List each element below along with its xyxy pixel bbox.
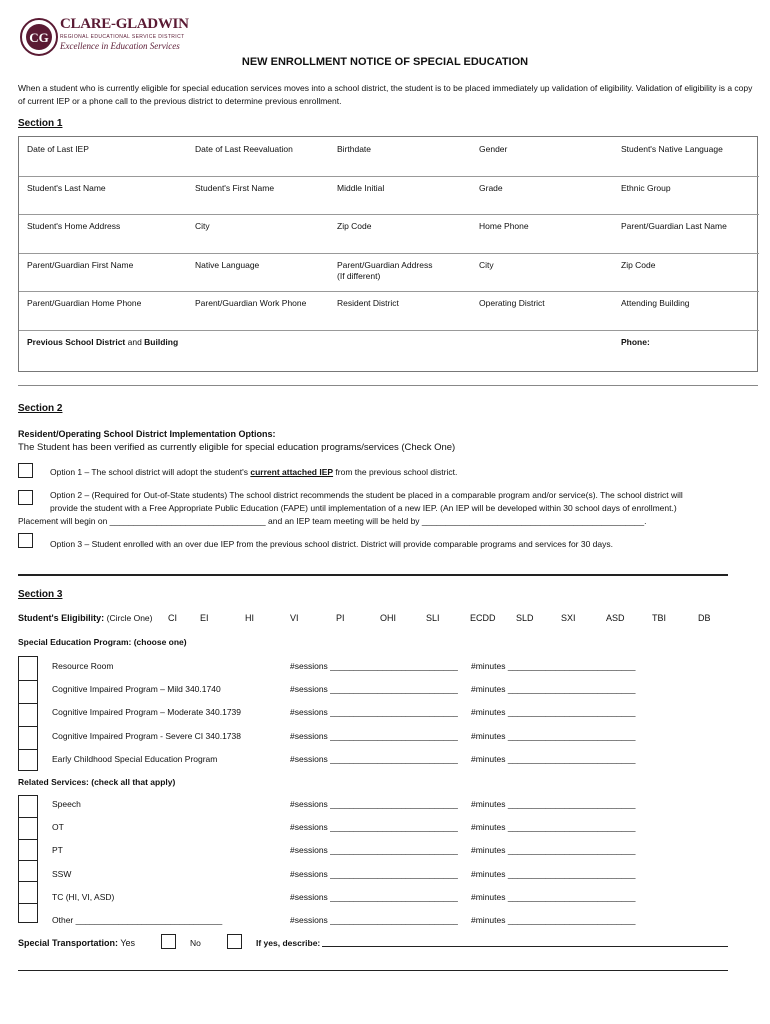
eligibility-option-sld[interactable]: SLD: [516, 613, 534, 623]
related-checkbox-column: [18, 795, 38, 923]
sessions-field[interactable]: #sessions ___________________________: [290, 822, 458, 833]
grid-row-divider: [19, 291, 759, 292]
service-checkbox[interactable]: [19, 680, 37, 703]
eligibility-option-ci[interactable]: CI: [168, 613, 177, 623]
section-divider: [18, 574, 728, 576]
sessions-field[interactable]: #sessions ___________________________: [290, 730, 458, 741]
eligibility-option-pi[interactable]: PI: [336, 613, 345, 623]
service-checkbox[interactable]: [19, 703, 37, 726]
field-phone[interactable]: Phone:: [621, 336, 650, 347]
option3-text: Option 3 – Student enrolled with an over due IEP from the previous school district. District will provide comparable programs and services for 30 days.: [50, 539, 614, 549]
service-label: Speech: [52, 799, 81, 809]
field-parent-guardian-address[interactable]: Parent/Guardian Address (If different): [337, 259, 433, 281]
field-student-s-first-name[interactable]: Student's First Name: [195, 182, 275, 193]
minutes-field[interactable]: #minutes ___________________________: [471, 915, 636, 925]
field-city[interactable]: City: [479, 259, 494, 270]
field-zip-code[interactable]: Zip Code: [337, 221, 372, 231]
service-checkbox[interactable]: [19, 817, 37, 838]
option2-checkbox[interactable]: [18, 490, 33, 505]
sessions-field[interactable]: #sessions ___________________________: [290, 845, 458, 856]
service-label: Cognitive Impaired Program – Moderate 340.1739: [52, 707, 241, 718]
sessions-field[interactable]: #sessions ___________________________: [290, 707, 458, 718]
service-label: OT: [52, 822, 64, 833]
field-home-phone[interactable]: Home Phone: [479, 221, 529, 231]
minutes-field[interactable]: #minutes ___________________________: [471, 753, 636, 764]
describe-line-2[interactable]: [18, 970, 728, 971]
field-native-language[interactable]: Native Language: [195, 259, 260, 270]
service-checkbox[interactable]: [19, 796, 37, 817]
grid-row-divider: [19, 176, 759, 177]
grid-row-divider: [19, 214, 759, 215]
form-title: NEW ENROLLMENT NOTICE OF SPECIAL EDUCATION: [241, 56, 529, 68]
eligibility-option-ecdd[interactable]: ECDD: [470, 613, 496, 623]
field-student-s-native-language[interactable]: Student's Native Language: [621, 144, 723, 154]
address-note: (If different): [337, 270, 381, 281]
cg-logo-icon: [20, 16, 58, 58]
minutes-field[interactable]: #minutes ___________________________: [471, 684, 636, 695]
grid-row-divider: [19, 330, 759, 331]
service-label: Other _______________________________: [52, 915, 223, 925]
section1-heading: Section 1: [18, 118, 63, 129]
option2-line1: Option 2 – (Required for Out-of-State students) The school district recommends the student be placed in a comparable program and/or service(s). The school district will: [50, 490, 683, 500]
describe-label: If yes, describe:: [256, 938, 321, 948]
sessions-field[interactable]: #sessions ___________________________: [290, 684, 458, 695]
service-label: SSW: [52, 868, 72, 879]
field-resident-district[interactable]: Resident District: [337, 298, 399, 308]
eligibility-option-ei[interactable]: EI: [200, 613, 209, 623]
eligibility-row: Student's Eligibility: (Circle One): [18, 613, 153, 623]
eligibility-option-vi[interactable]: VI: [290, 613, 299, 623]
field-date-of-last-iep[interactable]: Date of Last IEP: [27, 144, 89, 154]
field-parent-guardian-first-name[interactable]: Parent/Guardian First Name: [27, 259, 134, 270]
service-checkbox[interactable]: [19, 881, 37, 902]
logo-subtitle: REGIONAL EDUCATIONAL SERVICE DISTRICT: [60, 34, 185, 40]
sessions-field[interactable]: #sessions ___________________________: [290, 915, 458, 925]
eligibility-option-ohi[interactable]: OHI: [380, 613, 397, 623]
eligibility-option-sxi[interactable]: SXI: [561, 613, 576, 623]
service-label: PT: [52, 845, 63, 856]
minutes-field[interactable]: #minutes ___________________________: [471, 891, 636, 902]
sessions-field[interactable]: #sessions ___________________________: [290, 661, 458, 671]
field-student-s-home-address[interactable]: Student's Home Address: [27, 221, 121, 231]
service-checkbox[interactable]: [19, 657, 37, 680]
transport-row: Special Transportation: Yes: [18, 938, 136, 948]
intro-text: When a student who is currently eligible for special education services moves into a school district, the student is to be placed immediately up validation of eligibility. Validation of eligibility is a copy of current IEP or a phone call to the previous district to determine previous enrollment.: [18, 83, 753, 106]
verified-statement: The Student has been verified as currently eligible for special education programs/services (Check One): [18, 442, 456, 453]
program-checkbox-column: [18, 656, 38, 771]
eligibility-option-hi[interactable]: HI: [245, 613, 254, 623]
minutes-field[interactable]: #minutes ___________________________: [471, 845, 636, 856]
minutes-field[interactable]: #minutes ___________________________: [471, 822, 636, 833]
field-parent-guardian-work-phone[interactable]: Parent/Guardian Work Phone: [195, 298, 307, 308]
program-heading: Special Education Program: (choose one): [18, 637, 187, 647]
eligibility-option-db[interactable]: DB: [698, 613, 711, 623]
option3-checkbox[interactable]: [18, 533, 33, 548]
field-previous-school-district[interactable]: Previous School District and Building: [27, 336, 179, 347]
service-label: TC (HI, VI, ASD): [52, 891, 115, 902]
option2-line2: provide the student with a Free Appropriate Public Education (FAPE) until implementation of a new IEP. (An IEP will be developed within 30 school days of enrollment.): [50, 503, 677, 513]
current-iep-link: current attached IEP: [250, 467, 334, 477]
field-parent-guardian-home-phone[interactable]: Parent/Guardian Home Phone: [27, 298, 142, 308]
related-services-heading: Related Services: (check all that apply): [18, 777, 176, 787]
field-student-s-last-name[interactable]: Student's Last Name: [27, 182, 106, 193]
service-checkbox[interactable]: [19, 860, 37, 881]
field-parent-guardian-last-name[interactable]: Parent/Guardian Last Name: [621, 221, 727, 231]
service-label: Resource Room: [52, 661, 114, 671]
option1-checkbox[interactable]: [18, 463, 33, 478]
field-grade[interactable]: Grade: [479, 182, 503, 193]
field-operating-district[interactable]: Operating District: [479, 298, 545, 308]
field-gender[interactable]: Gender: [479, 144, 508, 154]
svg-text:CG: CG: [29, 30, 49, 45]
eligibility-option-sli[interactable]: SLI: [426, 613, 440, 623]
eligibility-option-asd[interactable]: ASD: [606, 613, 625, 623]
eligibility-option-tbi[interactable]: TBI: [652, 613, 667, 623]
field-ethnic-group[interactable]: Ethnic Group: [621, 182, 671, 193]
field-attending-building[interactable]: Attending Building: [621, 298, 690, 308]
field-middle-initial[interactable]: Middle Initial: [337, 182, 385, 193]
transport-no-checkbox[interactable]: [227, 934, 242, 949]
minutes-field[interactable]: #minutes ___________________________: [471, 730, 636, 741]
transport-yes-checkbox[interactable]: [161, 934, 176, 949]
service-label: Early Childhood Special Education Program: [52, 753, 218, 764]
section-divider: [18, 385, 758, 386]
logo-tagline: Excellence in Education Services: [60, 41, 180, 51]
service-checkbox[interactable]: [19, 726, 37, 749]
logo-name: CLARE-GLADWIN: [60, 16, 189, 32]
field-birthdate[interactable]: Birthdate: [337, 144, 372, 154]
sessions-field[interactable]: #sessions ___________________________: [290, 799, 458, 809]
describe-line[interactable]: [322, 946, 728, 947]
field-date-of-last-reevaluation[interactable]: Date of Last Reevaluation: [195, 144, 293, 154]
minutes-field[interactable]: #minutes ___________________________: [471, 799, 636, 809]
grid-row-divider: [19, 253, 759, 254]
sessions-field[interactable]: #sessions ___________________________: [290, 891, 458, 902]
option1-text: Option 1 – The school district will adopt the student's current attached IEP from the previous school district.: [50, 467, 458, 477]
service-label: Cognitive Impaired Program – Mild 340.1740: [52, 684, 221, 695]
service-checkbox[interactable]: [19, 749, 37, 772]
sessions-field[interactable]: #sessions ___________________________: [290, 753, 458, 764]
section2-heading: Section 2: [18, 403, 63, 414]
field-zip-code[interactable]: Zip Code: [621, 259, 656, 270]
student-info-grid: [18, 136, 758, 372]
field-city[interactable]: City: [195, 221, 210, 231]
option2-line3: Placement will begin on _________________________________ and an IEP team meeting will be held by _______________________________________________.: [18, 516, 647, 526]
transport-no-label: No: [190, 938, 201, 948]
service-label: Cognitive Impaired Program - Severe CI 340.1738: [52, 730, 241, 741]
minutes-field[interactable]: #minutes ___________________________: [471, 661, 636, 671]
section3-heading: Section 3: [18, 589, 63, 600]
service-checkbox[interactable]: [19, 903, 37, 924]
service-checkbox[interactable]: [19, 839, 37, 860]
sessions-field[interactable]: #sessions ___________________________: [290, 868, 458, 879]
district-logo: [20, 14, 189, 62]
implementation-options-heading: Resident/Operating School District Implementation Options:: [18, 429, 276, 439]
minutes-field[interactable]: #minutes ___________________________: [471, 707, 636, 718]
minutes-field[interactable]: #minutes ___________________________: [471, 868, 636, 879]
